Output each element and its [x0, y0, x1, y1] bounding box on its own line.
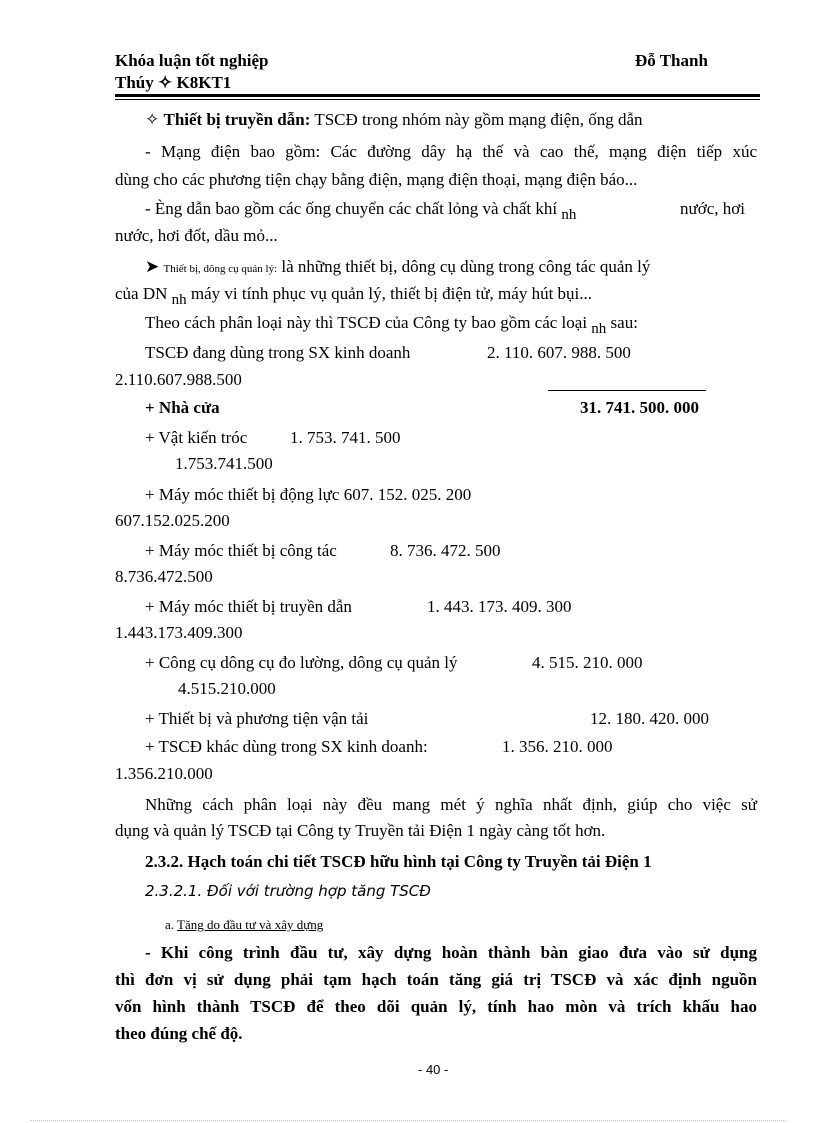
- section-heading-2-3-2: 2.3.2. Hạch toán chi tiết TSCĐ hữu hình tại Công ty Truyền tải Điện 1: [145, 852, 652, 871]
- asset-buildings-value: 31. 741. 500. 000: [580, 398, 699, 417]
- asset-other-value: 1. 356. 210. 000: [502, 737, 613, 756]
- asset-transmission-machinery-value: 1. 443. 173. 409. 300: [427, 597, 572, 616]
- asset-total-plain: 2.110.607.988.500: [115, 370, 242, 389]
- asset-transmission-machinery-plain: 1.443.173.409.300: [115, 623, 243, 642]
- asset-total-value: 2. 110. 607. 988. 500: [487, 343, 631, 362]
- paragraph-investment-line1: - Khi công trình đầu tư, xây dựng hoàn thành bàn giao đưa vào sử dụng: [145, 943, 757, 962]
- header-author: Đỗ Thanh: [635, 51, 708, 70]
- asset-power-machinery-label: + Máy móc thiết bị động lực 607. 152. 025. 200: [145, 485, 472, 504]
- arrow-bullet-icon: ➤: [145, 257, 160, 276]
- paragraph-transmission-equipment: ✧ Thiết bị truyền dẫn: TSCĐ trong nhóm này gồm mạng điện, ống dẫn: [145, 110, 643, 129]
- paragraph-investment-line4: theo đúng chế độ.: [115, 1024, 243, 1043]
- paragraph-pipes-line1-end: nước, hơi: [680, 199, 745, 218]
- asset-work-machinery-label: + Máy móc thiết bị công tác: [145, 541, 337, 560]
- asset-other-plain: 1.356.210.000: [115, 764, 213, 783]
- header-rule-thick: [115, 94, 760, 97]
- asset-vehicles-value: 12. 180. 420. 000: [590, 709, 709, 728]
- paragraph-pipes-line2: nước, hơi đốt, dầu mỏ...: [115, 226, 278, 245]
- paragraph-pipes-line1: - Èng dẫn bao gồm các ống chuyển các chất lỏng và chất khí nh: [145, 199, 577, 223]
- section-heading-2-3-2-1: 2.3.2.1. Đối với trường hợp tăng TSCĐ: [145, 882, 431, 900]
- paragraph-conclusion-line2: dụng và quản lý TSCĐ tại Công ty Truyền tải Điện 1 ngày càng tốt hơn.: [115, 821, 606, 840]
- paragraph-investment-line2: thì đơn vị sử dụng phải tạm hạch toán tăng giá trị TSCĐ và xác định nguồn: [115, 970, 757, 989]
- total-underline: [548, 390, 706, 391]
- asset-tools-plain: 4.515.210.000: [178, 679, 276, 698]
- asset-tools-value: 4. 515. 210. 000: [532, 653, 643, 672]
- paragraph-management-tools-line1: ➤ Thiết bị, dông cụ quản lý: là những thiết bị, dông cụ dùng trong công tác quản lý: [145, 257, 651, 276]
- paragraph-investment-line3: vốn hình thành TSCĐ để theo dõi quản lý, tính hao mòn và trích khấu hao: [115, 997, 757, 1016]
- header-title: Khóa luận tốt nghiệp: [115, 51, 269, 70]
- asset-structures-plain: 1.753.741.500: [175, 454, 273, 473]
- page-bottom-dotted-line: [30, 1120, 786, 1121]
- asset-structures-value: 1. 753. 741. 500: [290, 428, 401, 447]
- asset-transmission-machinery-label: + Máy móc thiết bị truyền dẫn: [145, 597, 352, 616]
- asset-work-machinery-value: 8. 736. 472. 500: [390, 541, 501, 560]
- subheading-a: a. Tăng do đầu tư và xây dựng: [165, 917, 324, 932]
- asset-buildings-label: + Nhà cửa: [145, 398, 220, 417]
- header-line2: Thúy ✧ K8KT1: [115, 73, 232, 92]
- diamond-bullet-icon: ✧: [145, 110, 160, 129]
- paragraph-classification-intro: Theo cách phân loại này thì TSCĐ của Công ty bao gồm các loại nh sau:: [145, 313, 638, 337]
- header-rule-thin: [115, 99, 760, 100]
- asset-other-label: + TSCĐ khác dùng trong SX kinh doanh:: [145, 737, 428, 756]
- asset-vehicles-label: + Thiết bị và phương tiện vận tải: [145, 709, 369, 728]
- asset-tools-label: + Công cụ dông cụ đo lường, dông cụ quản lý: [145, 653, 458, 672]
- paragraph-conclusion-line1: Những cách phân loại này đều mang mét ý nghĩa nhất định, giúp cho việc sử: [145, 795, 757, 814]
- paragraph-power-grid-line2: dùng cho các phương tiện chạy bằng điện, mạng điện thoại, mạng điện báo...: [115, 170, 638, 189]
- asset-total-label: TSCĐ đang dùng trong SX kinh doanh: [145, 343, 411, 362]
- page-number: - 40 -: [418, 1062, 449, 1077]
- asset-power-machinery-plain: 607.152.025.200: [115, 511, 230, 530]
- asset-work-machinery-plain: 8.736.472.500: [115, 567, 213, 586]
- asset-structures-label: + Vật kiến tróc: [145, 428, 248, 447]
- paragraph-power-grid-line1: - Mạng điện bao gồm: Các đường dây hạ thế và cao thế, mạng điện tiếp xúc: [145, 142, 757, 161]
- paragraph-management-tools-line2: của DN nh máy vi tính phục vụ quản lý, thiết bị điện tử, máy hút bụi...: [115, 284, 593, 308]
